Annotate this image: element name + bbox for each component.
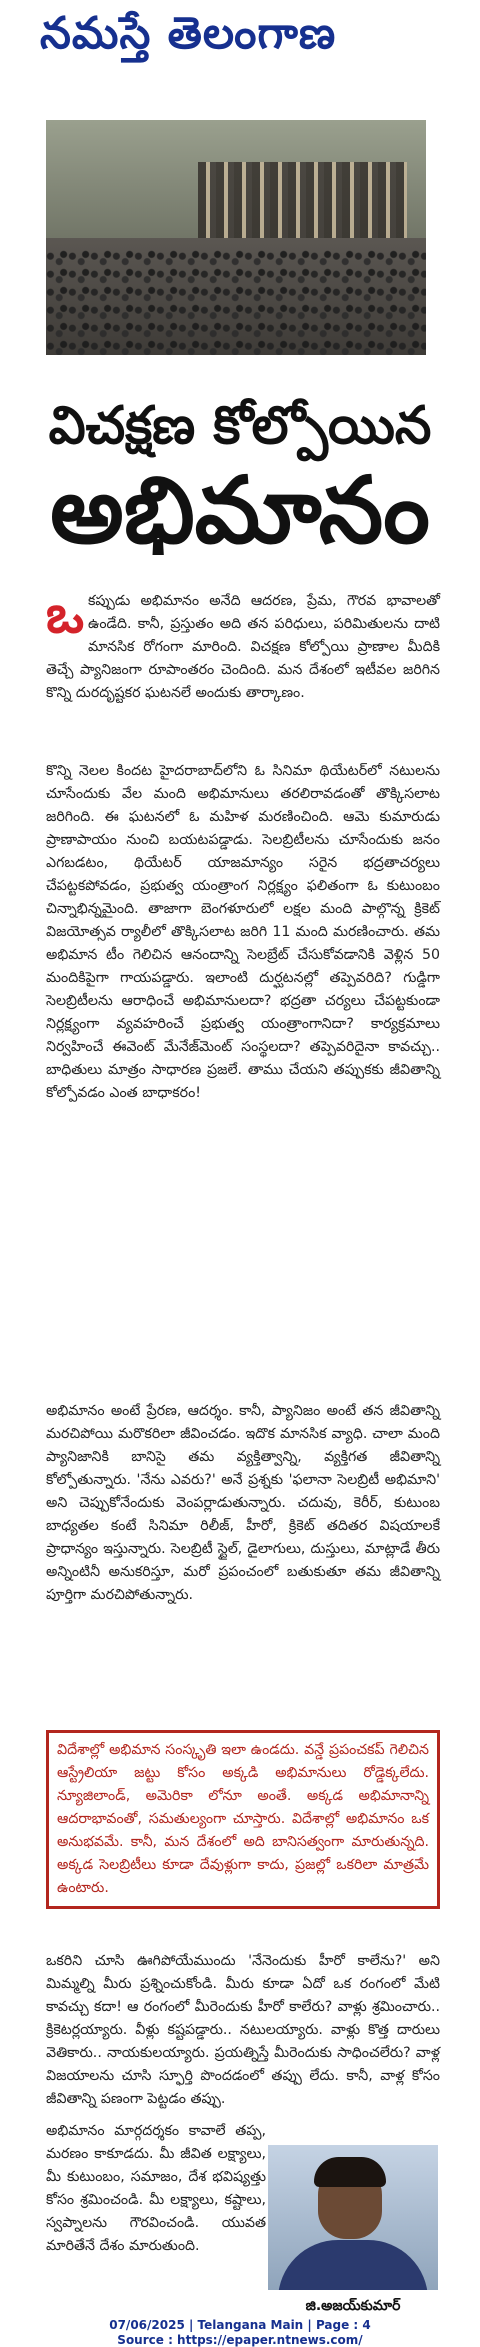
author-photo — [268, 2145, 438, 2290]
footer-source: Source : https://epaper.ntnews.com/ — [117, 2333, 363, 2347]
article-paragraph-1 — [46, 584, 440, 705]
stampede-photo — [46, 120, 426, 355]
paragraph-1-text: కప్పుడు అభిమానం అనేది ఆదరణ, ప్రేమ, గౌరవ భావాలతో ఉండేది. కానీ, ప్రస్తుతం అది తన పరిధులు, పరిమితులను దాటి మానసిక రోగంగా మారింది. విచక్షణ కోల్పోయి ప్రాణాల మీదికి తెచ్చే ప్యానిజంగా రూపాంతరం చెందింది. మన దేశంలో ఇటీవల జరిగిన కొన్ని దురదృష్టకర ఘటనలే అందుకు తార్కాణం. — [46, 593, 440, 701]
masthead — [0, 0, 480, 80]
article-paragraph-5: అభిమానం మార్గదర్శకం కావాలే తప్ప, మరణం కాకూడదు. మీ జీవిత లక్ష్యాలు, మీ కుటుంబం, సమాజం, దేశ భవిష్యత్తు కోసం శ్రమించండి. మీ లక్ష్యాలు, కష్టాలు, స్వప్నాలను గౌరవించండి. యువత మారితేనే దేశం మారుతుంది. — [46, 2123, 266, 2254]
author-shirt — [278, 2240, 428, 2290]
callout-box: విదేశాల్లో అభిమాన సంస్కృతి ఇలా ఉండదు. వన్డే ప్రపంచకప్ గెలిచిన ఆస్ట్రేలియా జట్టు కోసం అక్కడి అభిమానులు రోడ్డెక్కలేదు. న్యూజిలాండ్, అమెరికా లోనూ అంతే. అక్కడ అభిమానాన్ని ఆదరాభావంతో, సమతుల్యంగా చూస్తారు. విదేశాల్లో అభిమానం ఒక అనుభవమే. కానీ, మన దేశంలో అది బానిసత్వంగా మారుతున్నది. అక్కడ సెలబ్రిటీలు కూడా దేవుళ్లుగా కాదు, ప్రజల్లో ఒకరిలా మాత్రమే ఉంటారు. — [46, 1730, 440, 1909]
drop-cap: ఒ — [46, 584, 85, 645]
masthead-title: నమస్తే తెలంగాణ — [40, 8, 337, 59]
photo-scattered-footwear — [46, 249, 426, 355]
footer-date-edition: 07/06/2025 | Telangana Main | Page : 4 — [109, 2318, 371, 2332]
author-hair — [314, 2157, 386, 2187]
article-paragraph-2: కొన్ని నెలల కిందట హైదరాబాద్‌లోని ఓ సినిమా థియేటర్‌లో నటులను చూసేందుకు వేల మంది అభిమానులు తరలిరావడంతో తొక్కిసలాట జరిగింది. ఈ ఘటనలో ఓ మహిళ మరణించింది. ఆమె కుమారుడు ప్రాణాపాయం నుంచి బయటపడ్డాడు. సెలబ్రిటీలను చూసేందుకు జనం ఎగబడటం, థియేటర్ యాజమాన్యం సరైన భద్రతాచర్యలు చేపట్టకపోవడం, ప్రభుత్వ యంత్రాంగ నిర్లక్ష్యం ఫలితంగా ఓ కుటుంబం చిన్నాభిన్నమైంది. తాజాగా బెంగళూరులో లక్షల మంది పాల్గొన్న క్రికెట్ విజయోత్సవ ర్యాలీలో తొక్కిసలాట జరిగి 11 మంది మరణించారు. తమ అభిమాన టీం గెలిచిన ఆనందాన్ని సెలబ్రేట్ చేసుకోవడానికి వెళ్లిన 50 మందికిపైగా గాయపడ్డారు. ఇలాంటి దుర్ఘటనల్లో తప్పెవరిది? గుడ్డిగా సెలబ్రిటీలను ఆరాధించే అభిమానులదా? భద్రతా చర్యలు చేపట్టకుండా నిర్లక్ష్యంగా వ్యవహరించే ప్రభుత్వ యంత్రాంగానిదా? కార్యక్రమాలు నిర్వహించే ఈవెంట్ మేనేజ్‌మెంట్ సంస్థలదా? తప్పెవరిదైనా కావచ్చు.. బాధితులు మాత్రం సాధారణ ప్రజలే. తాము చేయని తప్పుకకు జీవితాన్ని కోల్పోవడం ఎంత బాధాకరం! — [46, 763, 440, 1101]
headline-line-1: విచక్షణ కోల్పోయిన — [48, 395, 432, 456]
author-name: జి.అజయ్‌కుమార్ — [305, 2298, 401, 2314]
article-paragraph-4: ఒకరిని చూసి ఊగిపోయేముందు 'నేనెందుకు హీరో కాలేను?' అని మిమ్మల్ని మీరు ప్రశ్నించుకోండి. మీరు కూడా ఏదో ఒక రంగంలో మేటి కావచ్చు కదా! ఆ రంగంలో మీరెందుకు హీరో కాలేరు? వాళ్లు శ్రమించారు.. క్రికెటర్లయ్యారు. వీళ్లు కష్టపడ్డారు.. నటులయ్యారు. వాళ్లు కొత్త దారులు వెతికారు.. నాయకులయ్యారు. ప్రయత్నిస్తే మీరెందుకు సాధించలేరు? వాళ్ల విజయాలను చూసి స్ఫూర్తి పొందడంలో తప్పు లేదు. కానీ, వాళ్ల కోసం జీవితాన్ని పణంగా పెట్టడం తప్పు. — [46, 1953, 440, 2107]
photo-crowd — [198, 162, 407, 244]
headline-line-2: అభిమానం — [50, 456, 430, 564]
article-paragraph-3: అభిమానం అంటే ప్రేరణ, ఆదర్శం. కానీ, ప్యానిజం అంటే తన జీవితాన్ని మరచిపోయి మరొకరిలా జీవించడం. ఇదొక మానసిక వ్యాధి. చాలా మంది ప్యానిజానికి బానిసై తమ వ్యక్తిత్వాన్ని, వ్యక్తిగత జీవితాన్ని కోల్పోతున్నారు. 'నేను ఎవరు?' అనే ప్రశ్నకు 'ఫలానా సెలబ్రిటీ అభిమాని' అని చెప్పుకోనేందుకు వెంపర్లాడుతున్నారు. చదువు, కెరీర్, కుటుంబ బాధ్యతల కంటే సినిమా రిలీజ్, హీరో, క్రికెట్ తదితర విషయాలకే ప్రాధాన్యం ఇస్తున్నారు. సెలబ్రిటీ స్టైల్, డైలాగులు, దుస్తులు, మాట్లాడే తీరు అన్నింటినీ అనుకరిస్తూ, మరో ప్రపంచంలో బతుకుతూ తమ జీవితాన్ని పూర్తిగా మరచిపోతున్నారు. — [46, 1403, 440, 1603]
